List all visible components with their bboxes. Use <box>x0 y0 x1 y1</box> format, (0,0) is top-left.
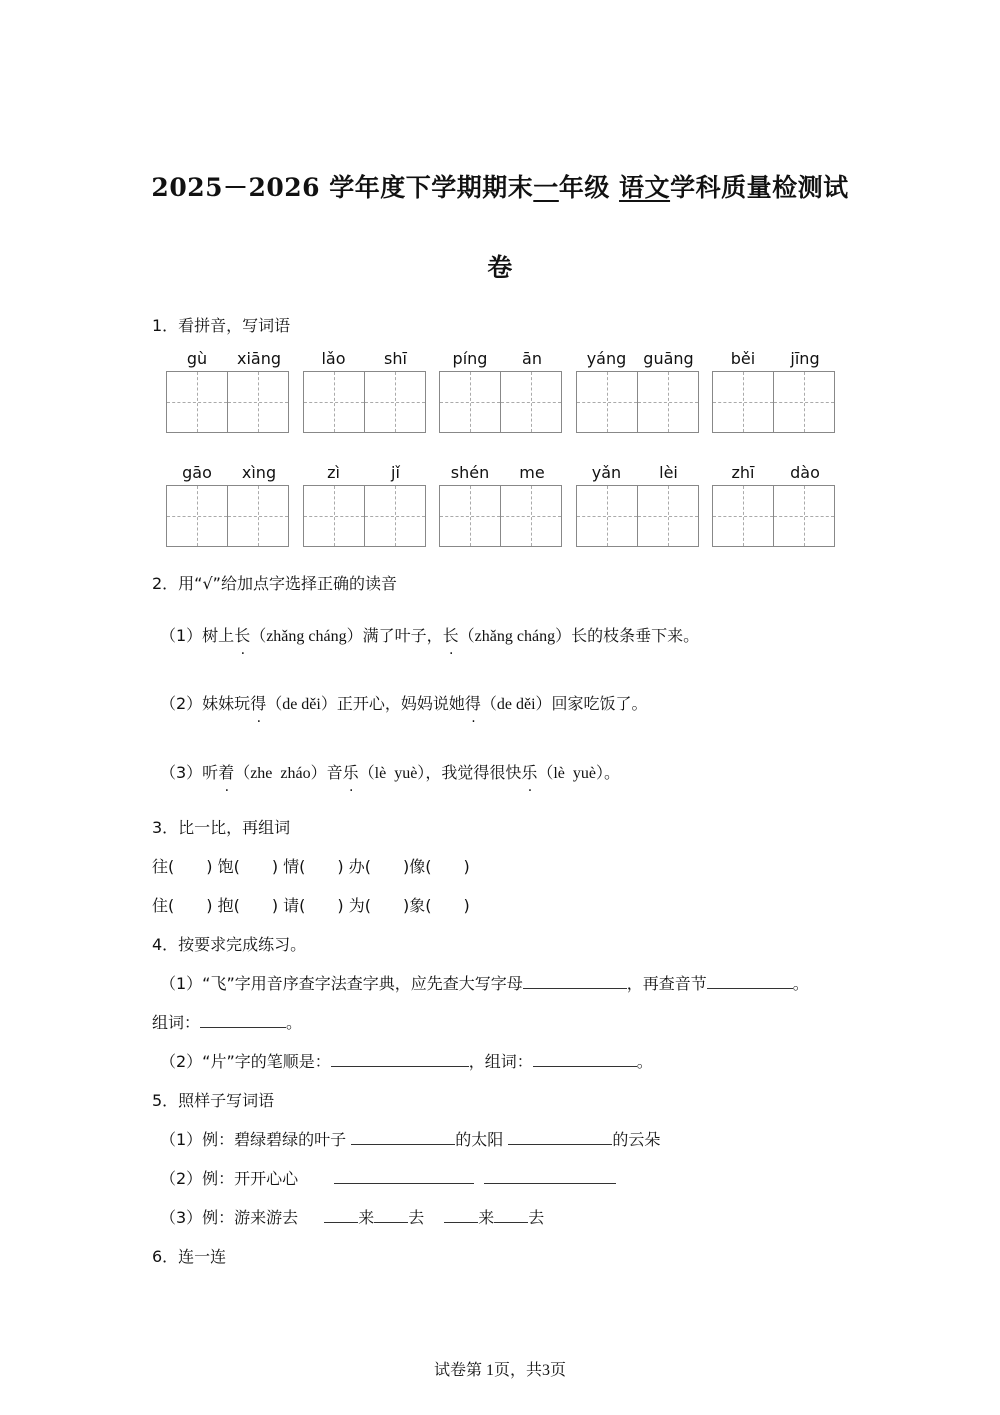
writing-cell[interactable] <box>774 372 834 432</box>
writing-cell[interactable] <box>167 372 228 432</box>
writing-cell[interactable] <box>365 372 425 432</box>
q2-sentence-2: （2）妹妹玩得（de děi）正开心，妈妈说她得（de děi）回家吃饭了。 <box>160 694 648 713</box>
q2-sentence-3: （3）听着（zhe zháo）音乐（lè yuè），我觉得很快乐（lè yuè）。 <box>160 763 621 782</box>
answer-blank[interactable] <box>374 1208 408 1223</box>
pinyin-label: shī <box>384 349 407 368</box>
q2-sentence-1: （1）树上长（zhǎng cháng）满了叶子，长（zhǎng cháng）长的枝条垂下来。 <box>160 626 700 645</box>
q1-heading: 1．看拼音，写词语 <box>152 316 291 335</box>
q5-heading: 5．照样子写词语 <box>152 1091 275 1110</box>
answer-blank[interactable] <box>484 1169 616 1184</box>
q3-row-2: 住( ) 抱( ) 请( ) 为( )象( ) <box>152 896 470 915</box>
pinyin-label: píng <box>452 349 488 368</box>
q2-heading: 2．用“√”给加点字选择正确的读音 <box>152 574 397 593</box>
pinyin-label: lǎo <box>321 349 346 368</box>
q5-line-2: （2）例：开开心心 <box>160 1166 616 1189</box>
writing-cell[interactable] <box>774 486 834 546</box>
answer-blank[interactable] <box>331 1052 469 1067</box>
writing-cell[interactable] <box>167 486 228 546</box>
pinyin-label: gāo <box>182 463 212 482</box>
pinyin-label: gù <box>186 349 208 368</box>
pinyin-label: dào <box>790 463 820 482</box>
writing-cell[interactable] <box>440 372 501 432</box>
q4-heading: 4．按要求完成练习。 <box>152 935 307 954</box>
pinyin-label: jīng <box>790 349 820 368</box>
writing-cell[interactable] <box>713 372 774 432</box>
pinyin-label: xiāng <box>236 349 281 368</box>
q5-line-3: （3）例：游来游去 来 去 来 去 <box>160 1208 545 1227</box>
pinyin-label: xìng <box>241 463 277 482</box>
q4-line-3: （2）“片”字的笔顺是： ，组词： 。 <box>160 1052 653 1071</box>
pinyin-label: yáng <box>586 349 627 368</box>
writing-cell[interactable] <box>713 486 774 546</box>
writing-cell[interactable] <box>501 372 561 432</box>
answer-blank[interactable] <box>707 974 793 989</box>
pinyin-label: běi <box>730 349 756 368</box>
pinyin-label: lèi <box>659 463 678 482</box>
page-title: 2025－2026 学年度下学期期末一年级 语文学科质量检测试 <box>151 173 849 202</box>
answer-blank[interactable] <box>494 1208 528 1223</box>
writing-cell[interactable] <box>365 486 425 546</box>
q4-line-1: （1）“飞”字用音序查字法查字典，应先查大写字母 ，再查音节 。 <box>160 974 809 993</box>
q3-heading: 3．比一比，再组词 <box>152 818 291 837</box>
answer-blank[interactable] <box>523 974 627 989</box>
q4-line-2: 组词： 。 <box>152 1013 303 1032</box>
pinyin-label: yǎn <box>591 463 622 482</box>
writing-cell[interactable] <box>228 372 288 432</box>
writing-cell[interactable] <box>638 372 698 432</box>
writing-cell[interactable] <box>638 486 698 546</box>
q3-row-1: 往( ) 饱( ) 情( ) 办( )像( ) <box>152 857 470 876</box>
writing-cell[interactable] <box>501 486 561 546</box>
pinyin-label: ān <box>522 349 542 368</box>
answer-blank[interactable] <box>334 1169 474 1184</box>
writing-cell[interactable] <box>228 486 288 546</box>
answer-blank[interactable] <box>351 1130 455 1145</box>
answer-blank[interactable] <box>533 1052 637 1067</box>
answer-blank[interactable] <box>324 1208 358 1223</box>
pinyin-label: zhī <box>731 463 755 482</box>
pinyin-label: shén <box>450 463 490 482</box>
writing-cell[interactable] <box>304 486 365 546</box>
writing-cell[interactable] <box>440 486 501 546</box>
q5-line-1: （1）例：碧绿碧绿的叶子 的太阳 的云朵 <box>160 1130 661 1149</box>
pinyin-label: jǐ <box>391 463 400 482</box>
writing-cell[interactable] <box>577 372 638 432</box>
pinyin-label: zì <box>327 463 340 482</box>
page-title-line2: 卷 <box>487 253 513 282</box>
answer-blank[interactable] <box>444 1208 478 1223</box>
q6-heading: 6．连一连 <box>152 1247 227 1266</box>
pinyin-label: guāng <box>643 349 694 368</box>
writing-cell[interactable] <box>577 486 638 546</box>
answer-blank[interactable] <box>508 1130 612 1145</box>
writing-cell[interactable] <box>304 372 365 432</box>
page-footer: 试卷第 1页，共3页 <box>433 1362 566 1379</box>
pinyin-label: me <box>519 463 545 482</box>
answer-blank[interactable] <box>200 1013 286 1028</box>
